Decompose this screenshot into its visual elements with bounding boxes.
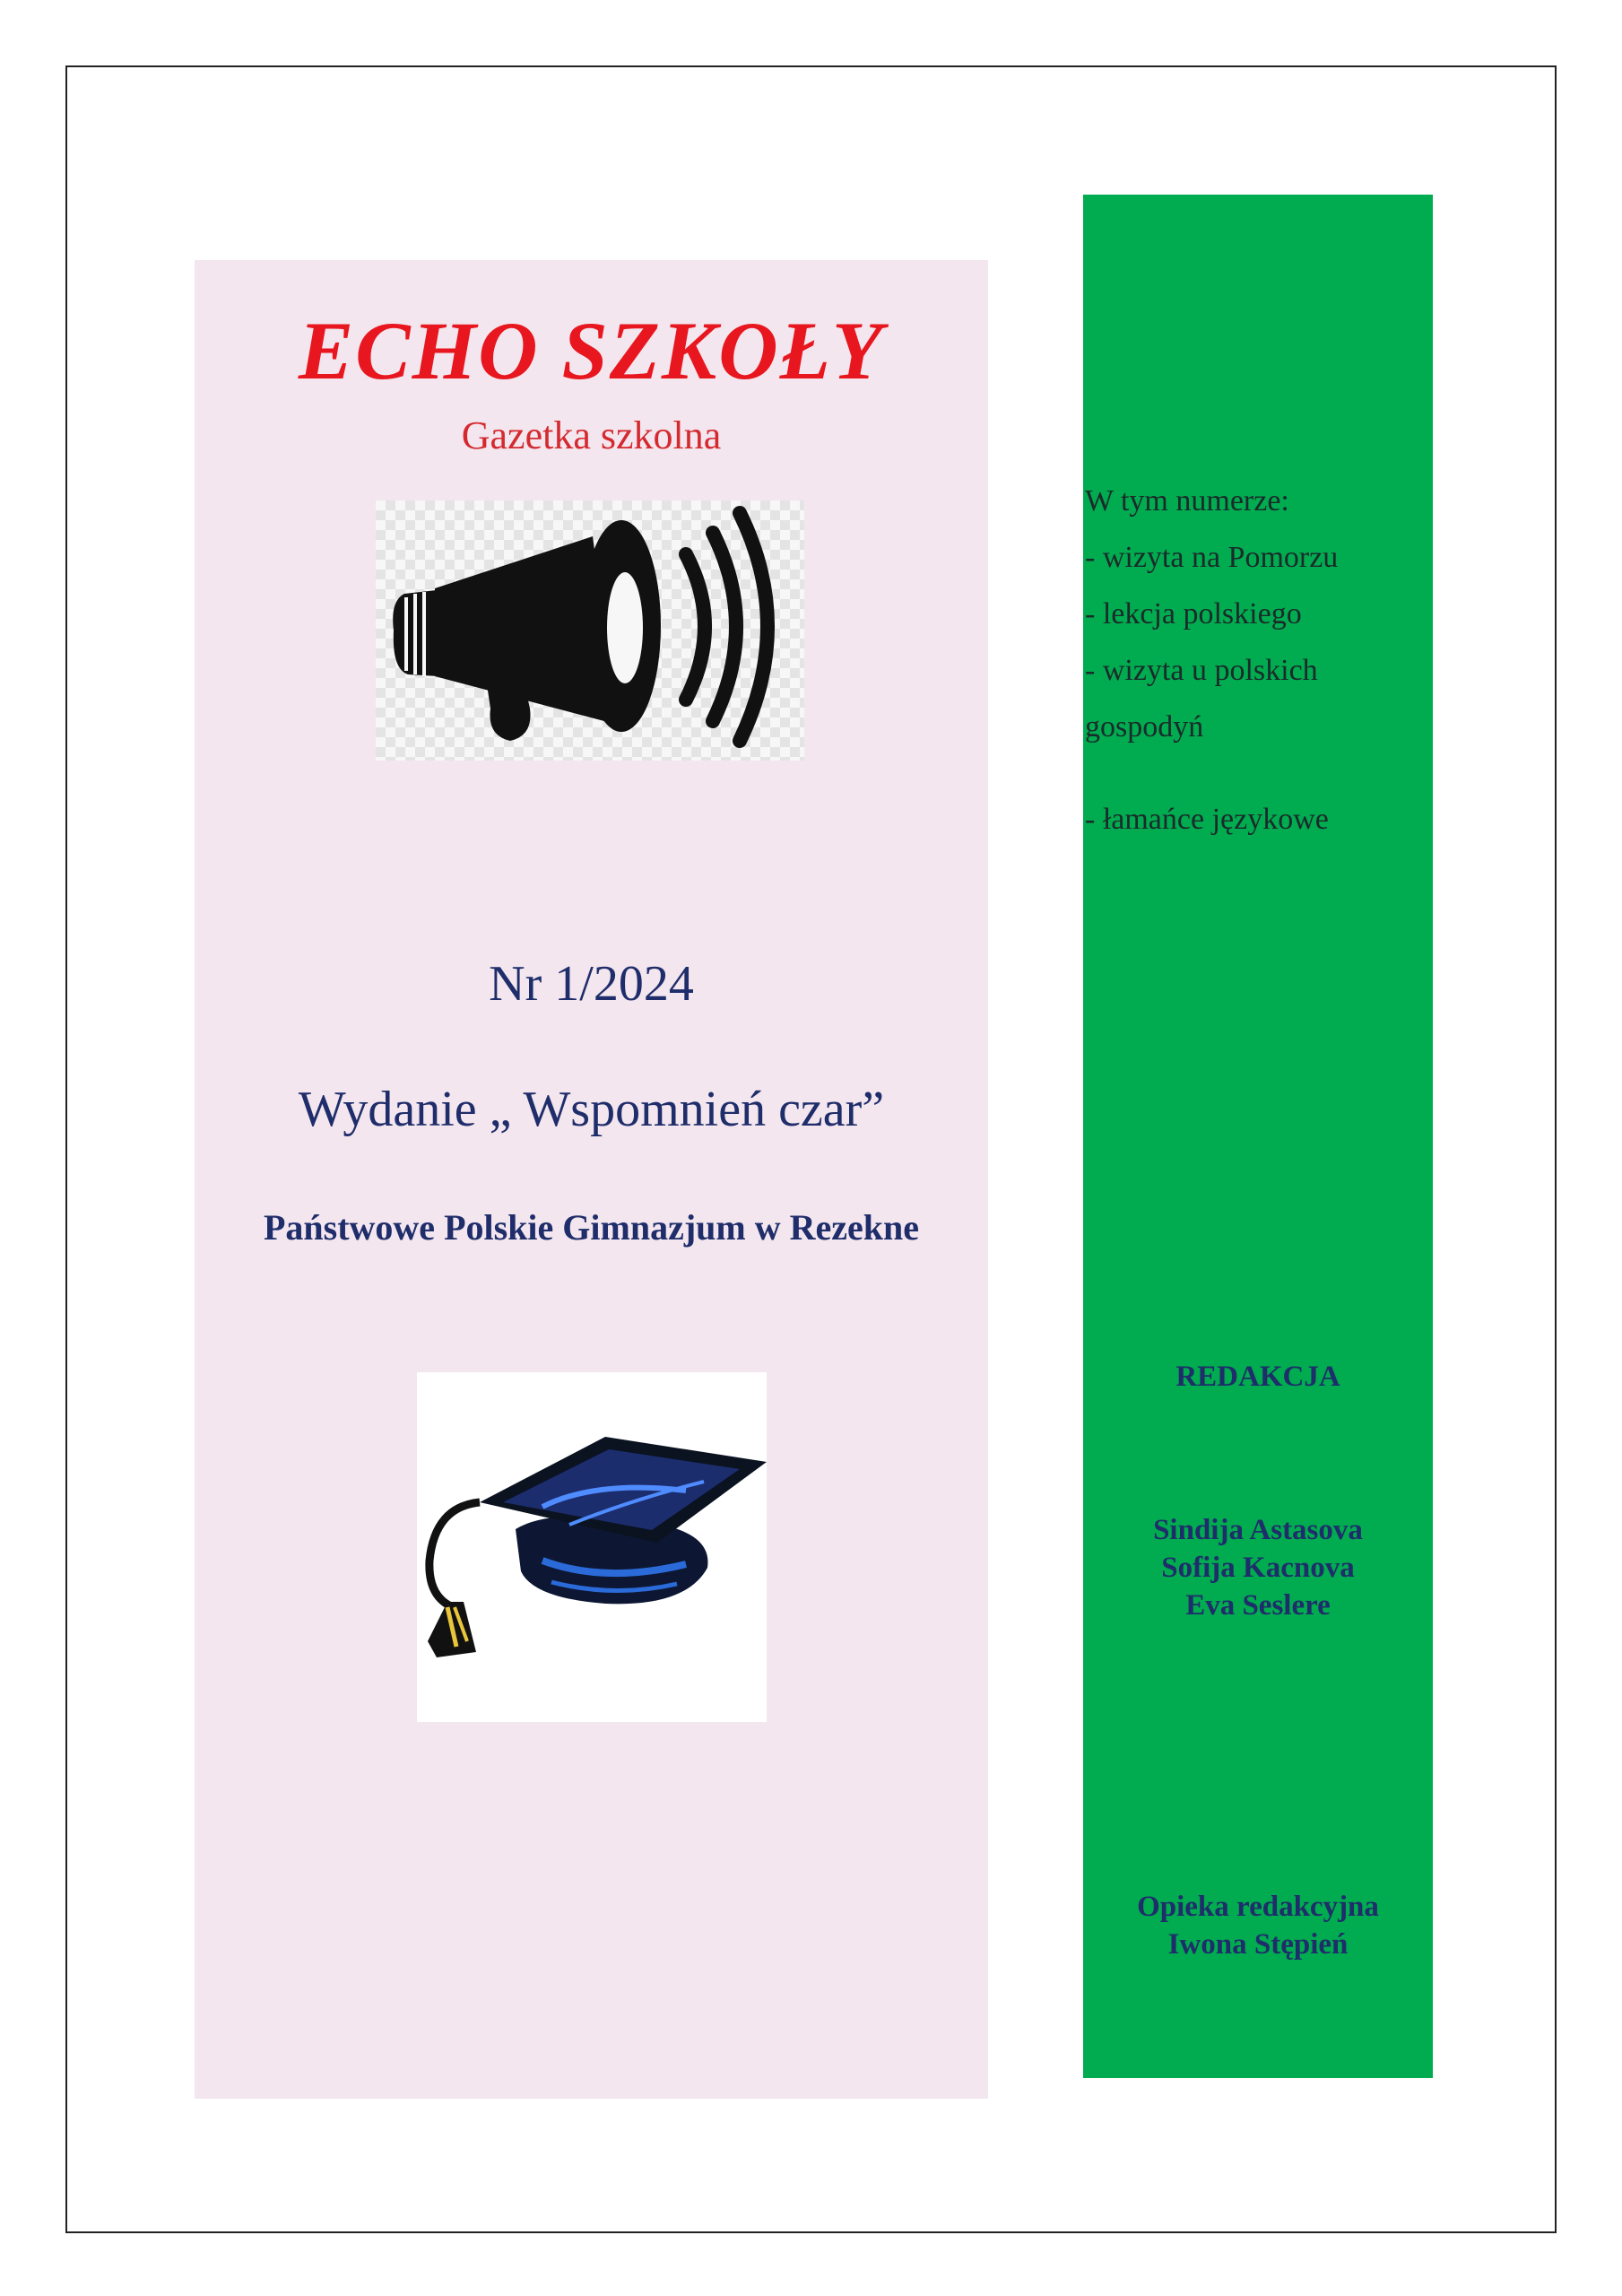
supervision-block-wrapper [1083,0,1433,2296]
supervisor-name: Iwona Stępień [1167,1928,1349,1961]
school-name: Państwowe Polskie Gimnazjum w Rezekne [263,1207,920,1248]
contents-item: - wizyta u polskich [1085,654,1318,687]
graduation-cap-icon [417,1372,767,1722]
graduation-cap-image [417,1372,767,1722]
contents-item: - lekcja polskiego [1085,597,1302,631]
supervision-heading: Opieka redakcyjna [1137,1891,1379,1923]
contents-heading: W tym numerze: [1085,484,1289,517]
edition-title: Wydanie „ Wspomnień czar” [298,1082,885,1137]
megaphone-icon [376,500,804,761]
cover-left-panel [195,260,988,2099]
supervision-block [1083,1888,1433,1963]
editor-name: Sindija Astasova [1153,1514,1363,1546]
contents-item: - łamańce językowe [1085,803,1329,836]
newsletter-subtitle: Gazetka szkolna [461,413,722,457]
editor-name: Eva Seslere [1185,1589,1331,1622]
editor-name: Sofija Kacnova [1161,1552,1355,1584]
newsletter-title: ECHO SZKOŁY [298,305,885,396]
contents-item: gospodyń [1085,710,1204,744]
contents-item: - wizyta na Pomorzu [1085,541,1339,574]
editorial-heading: REDAKCJA [1175,1361,1340,1393]
megaphone-image [376,500,804,761]
issue-number: Nr 1/2024 [489,956,694,1012]
